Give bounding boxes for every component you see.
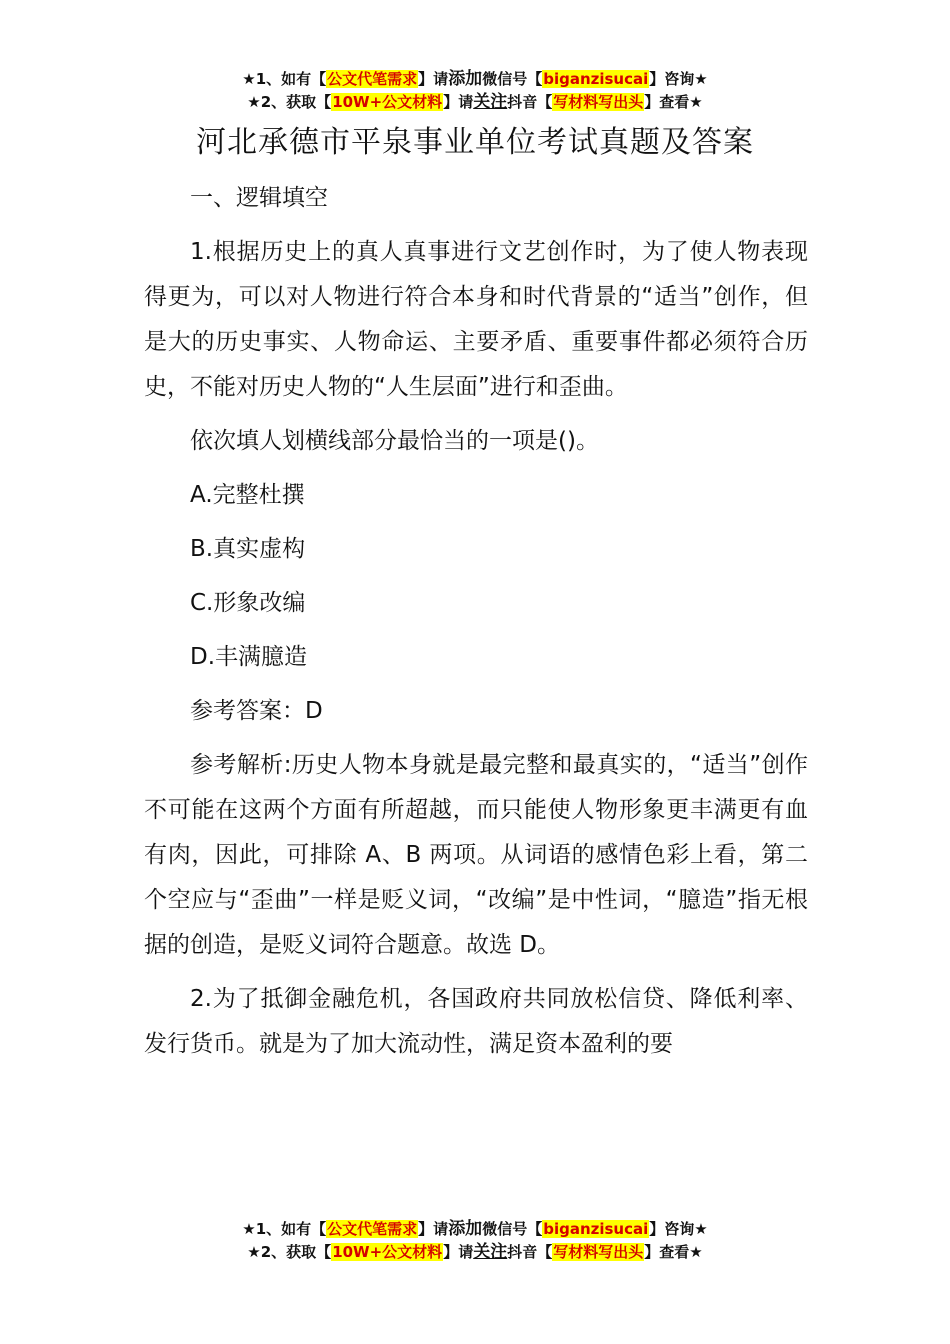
paragraph: B.真实虚构 <box>190 536 306 562</box>
banner-highlight: 写材料写出头 <box>553 1243 644 1261</box>
banner-emphasis: 添加 <box>448 69 483 89</box>
banner-text: ★2、获取【 <box>247 93 332 111</box>
footer-banner <box>0 1218 950 1264</box>
banner-text: 】查看★ <box>644 1243 703 1261</box>
paragraph: 2.为了抵御金融危机，各国政府共同放松信贷、降低利率、发行货币。就是为了加大流动性，满足资本盈利的要 <box>144 986 808 1057</box>
paragraph: 参考解析:历史人物本身就是最完整和最真实的，“适当”创作不可能在这两个方面有所超越，而只能使人物形象更丰满更有血有肉，因此，可排除 A、B 两项。从词语的感情色彩上看，第二个空应与“歪曲”一样是贬义词，“改编”是中性词，“臆造”指无根据的创造，是贬义词符合题意。故选 D。 <box>144 752 808 958</box>
banner-text: ★2、获取【 <box>247 1243 332 1261</box>
banner-text: 】请 <box>443 93 474 111</box>
banner-text: 】查看★ <box>644 93 703 111</box>
banner-emphasis: 关注 <box>473 1242 508 1262</box>
banner-highlight: 写材料写出头 <box>553 93 644 111</box>
header-banner <box>0 68 950 114</box>
banner-text: 抖音【 <box>507 93 553 111</box>
banner-highlight: biganzisucai <box>543 70 649 88</box>
paragraph: 1.根据历史上的真人真事进行文艺创作时，为了使人物表现得更为，可以对人物进行符合本身和时代背景的“适当”创作，但是大的历史事实、人物命运、主要矛盾、重要事件都必须符合历史，不能对历史人物的“人生层面”进行和歪曲。 <box>144 239 808 400</box>
banner-emphasis: 添加 <box>448 1219 483 1239</box>
banner-text: 】请 <box>443 1243 474 1261</box>
banner-line-1 <box>0 68 950 91</box>
paragraph: 参考答案：D <box>190 698 323 724</box>
banner-text: ★1、如有【 <box>242 1220 327 1238</box>
banner-text: 】请 <box>418 70 449 88</box>
section-heading: 一、逻辑填空 <box>190 185 328 211</box>
banner-highlight: biganzisucai <box>543 1220 649 1238</box>
paragraph: D.丰满臆造 <box>190 644 308 670</box>
banner-highlight: 公文代笔需求 <box>327 70 418 88</box>
paragraph: 依次填人划横线部分最恰当的一项是()。 <box>190 428 599 454</box>
banner-text: 抖音【 <box>507 1243 553 1261</box>
banner-text: 】咨询★ <box>649 1220 708 1238</box>
banner-line-2 <box>0 91 950 114</box>
banner-text: 】咨询★ <box>649 70 708 88</box>
banner-line-1 <box>0 1218 950 1241</box>
banner-line-2 <box>0 1241 950 1264</box>
banner-text: 微信号【 <box>482 1220 543 1238</box>
banner-text: 】请 <box>418 1220 449 1238</box>
banner-highlight: 公文代笔需求 <box>327 1220 418 1238</box>
document-title: 河北承德市平泉事业单位考试真题及答案 <box>196 125 754 160</box>
document-body <box>144 176 808 1076</box>
banner-text: ★1、如有【 <box>242 70 327 88</box>
banner-highlight: 10W+公文材料 <box>332 93 443 111</box>
banner-highlight: 10W+公文材料 <box>332 1243 443 1261</box>
paragraph: A.完整杜撰 <box>190 482 305 508</box>
paragraph: C.形象改编 <box>190 590 306 616</box>
banner-emphasis: 关注 <box>473 92 508 112</box>
banner-text: 微信号【 <box>482 70 543 88</box>
